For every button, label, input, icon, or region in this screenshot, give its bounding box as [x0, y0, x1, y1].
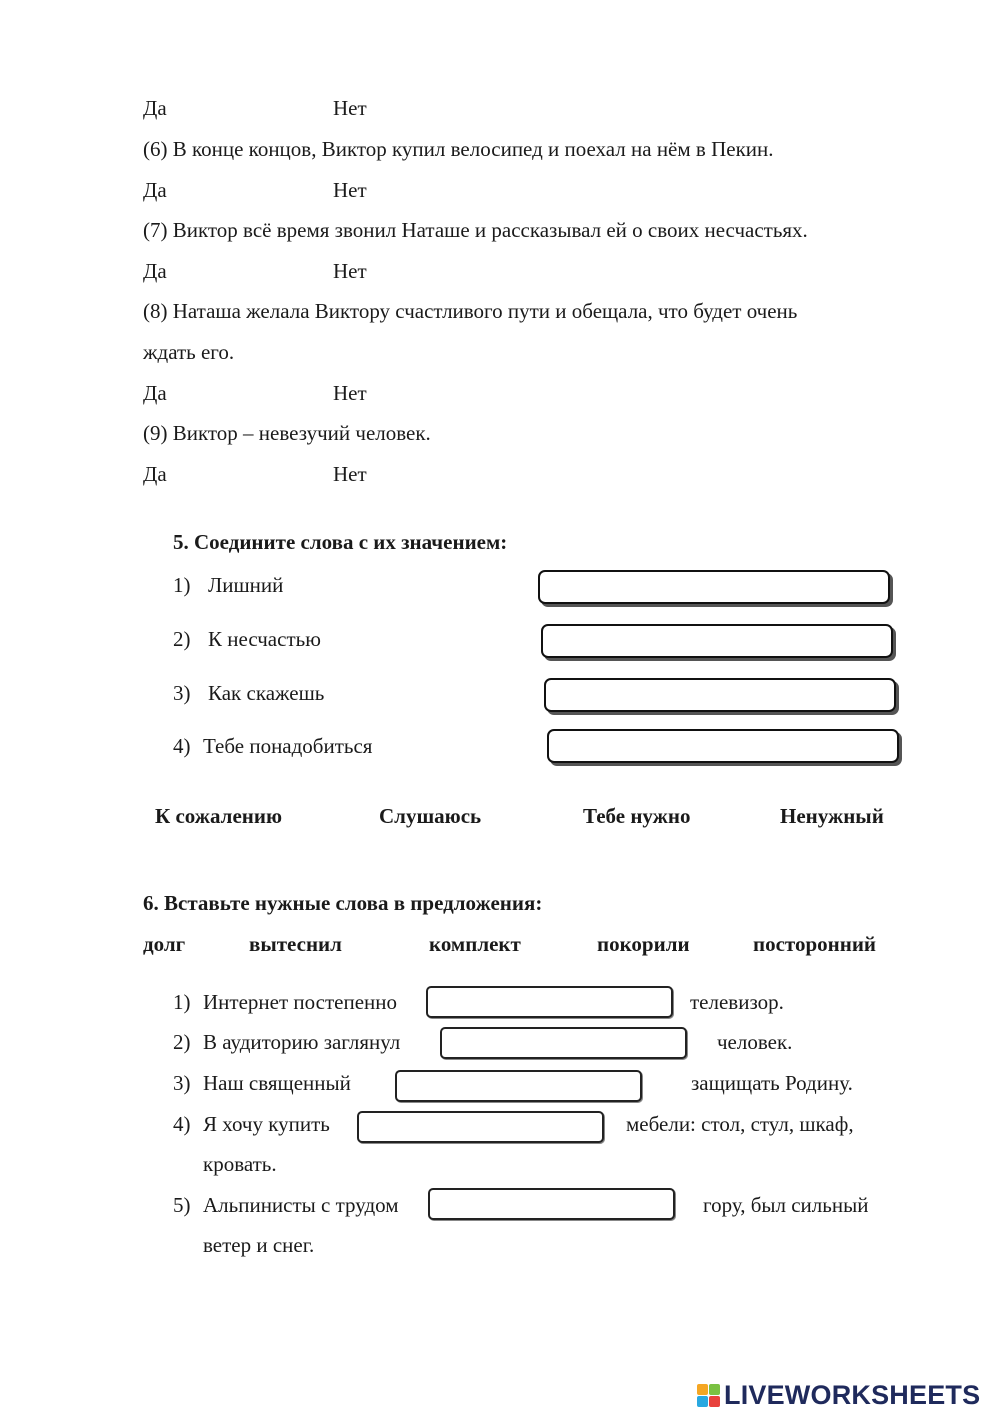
word-bank-item: долг	[143, 932, 186, 956]
logo-block	[697, 1396, 708, 1407]
sentence-num: 1)	[173, 990, 191, 1014]
answer-no[interactable]: Нет	[333, 96, 367, 120]
task5-item-num: 2)	[173, 627, 191, 651]
sentence-before: Альпинисты с трудом	[203, 1193, 399, 1217]
match-option[interactable]: Тебе нужно	[583, 804, 691, 828]
answer-no[interactable]: Нет	[333, 178, 367, 202]
match-option[interactable]: Ненужный	[780, 804, 884, 828]
answer-yes[interactable]: Да	[143, 462, 167, 486]
task5-item-word: К несчастью	[208, 627, 321, 651]
answer-yes[interactable]: Да	[143, 259, 167, 283]
word-bank-item: комплект	[429, 932, 521, 956]
match-drop-box-1[interactable]	[538, 570, 890, 604]
word-bank-item: посторонний	[753, 932, 877, 956]
task6-title: 6. Вставьте нужные слова в предложения:	[143, 891, 543, 915]
task5-title: 5. Соедините слова с их значением:	[173, 530, 508, 554]
sentence-continuation: кровать.	[203, 1152, 277, 1176]
word-bank-item: покорили	[597, 932, 690, 956]
sentence-continuation: ветер и снег.	[203, 1233, 315, 1257]
sentence-after: гору, был сильный	[703, 1193, 869, 1217]
sentence-num: 5)	[173, 1193, 191, 1217]
match-drop-box-2[interactable]	[541, 624, 893, 658]
logo-block	[697, 1384, 708, 1395]
sentence-after: телевизор.	[690, 990, 784, 1014]
match-option[interactable]: Слушаюсь	[379, 804, 482, 828]
task5-item-word: Лишний	[208, 573, 284, 597]
brand-name: LIVEWORKSHEETS	[724, 1379, 981, 1410]
liveworksheets-blocks-icon	[697, 1384, 720, 1407]
answer-yes[interactable]: Да	[143, 178, 167, 202]
statement-8-line2: ждать его.	[143, 340, 235, 364]
sentence-num: 3)	[173, 1071, 191, 1095]
statement-8-line1: (8) Наташа желала Виктору счастливого пути и обещала, что будет очень	[143, 299, 798, 323]
sentence-num: 4)	[173, 1112, 191, 1136]
task5-item-num: 3)	[173, 681, 191, 705]
task5-item-num: 4)	[173, 734, 191, 758]
answer-yes[interactable]: Да	[143, 381, 167, 405]
sentence-after: мебели: стол, стул, шкаф,	[626, 1112, 854, 1136]
sentence-num: 2)	[173, 1030, 191, 1054]
answer-no[interactable]: Нет	[333, 462, 367, 486]
statement-7: (7) Виктор всё время звонил Наташе и рассказывал ей о своих несчастьях.	[143, 218, 808, 242]
task5-item-word: Как скажешь	[208, 681, 325, 705]
sentence-before: В аудиторию заглянул	[203, 1030, 401, 1054]
match-option[interactable]: К сожалению	[155, 804, 283, 828]
match-drop-box-3[interactable]	[544, 678, 896, 712]
statement-6: (6) В конце концов, Виктор купил велосипед и поехал на нём в Пекин.	[143, 137, 774, 161]
statement-9: (9) Виктор – невезучий человек.	[143, 421, 431, 445]
fill-in-input-4[interactable]	[357, 1111, 604, 1143]
answer-no[interactable]: Нет	[333, 381, 367, 405]
answer-yes[interactable]: Да	[143, 96, 167, 120]
task5-item-num: 1)	[173, 573, 191, 597]
task5-item-word: Тебе понадобиться	[203, 734, 373, 758]
sentence-after: защищать Родину.	[691, 1071, 853, 1095]
fill-in-input-1[interactable]	[426, 986, 673, 1018]
fill-in-input-5[interactable]	[428, 1188, 675, 1220]
logo-block	[709, 1396, 720, 1407]
sentence-before: Я хочу купить	[203, 1112, 330, 1136]
match-drop-box-4[interactable]	[547, 729, 899, 763]
liveworksheets-logo	[697, 1380, 980, 1410]
sentence-before: Интернет постепенно	[203, 990, 398, 1014]
fill-in-input-2[interactable]	[440, 1027, 687, 1059]
sentence-before: Наш священный	[203, 1071, 351, 1095]
answer-no[interactable]: Нет	[333, 259, 367, 283]
word-bank-item: вытеснил	[249, 932, 342, 956]
logo-block	[709, 1384, 720, 1395]
fill-in-input-3[interactable]	[395, 1070, 642, 1102]
sentence-after: человек.	[717, 1030, 793, 1054]
